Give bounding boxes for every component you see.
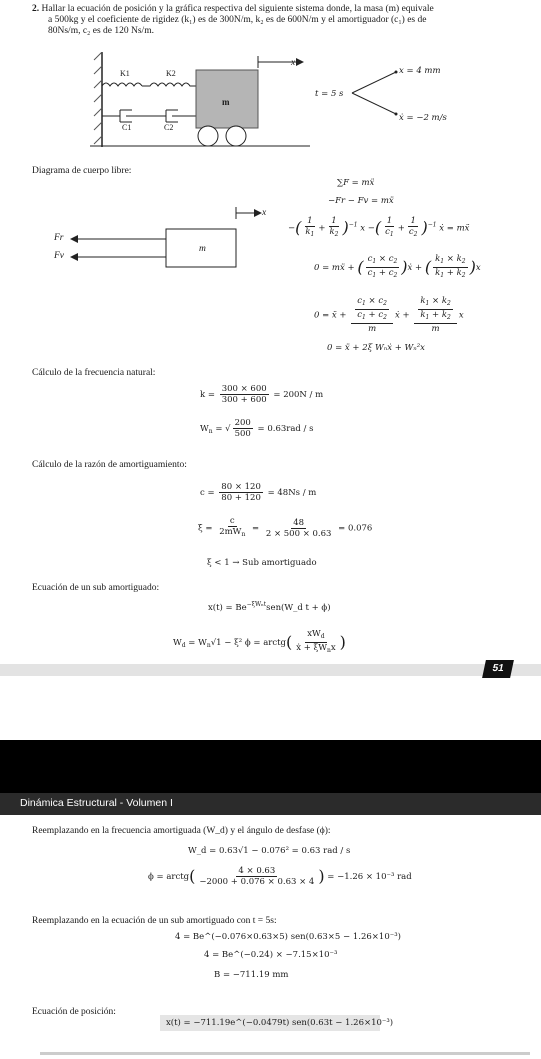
page-number: 51 bbox=[482, 660, 514, 678]
k-denominator: 300 + 600 bbox=[221, 395, 267, 405]
problem-number: 2. bbox=[32, 4, 40, 14]
substitution-2: 4 = Be^(−0.24) × −7.15×10⁻³ bbox=[204, 950, 338, 960]
eq-standard-form: 0 = ẍ + 2ξ Wₙẋ + Wₙ²x bbox=[327, 343, 425, 353]
wd-calc: W_d = 0.63√1 − 0.076² = 0.63 rad / s bbox=[188, 846, 351, 856]
fv-label: Fv bbox=[54, 251, 65, 261]
conditions-bracket bbox=[350, 68, 400, 118]
c2-label: C2 bbox=[164, 123, 174, 132]
subdamped-note: ξ < 1 → Sub amortiguado bbox=[207, 558, 317, 568]
c-result: = 48Ns / m bbox=[267, 488, 317, 498]
natural-frequency-calc: $W_n$ = √ $\frac{200}{500}$ = 0.63rad / s bbox=[200, 418, 314, 439]
damping-ratio-calc: ξ = $\frac{c}{2mW_n}$ = $\frac{48}{2 \times 500 \times 0.63}$ = 0.076 bbox=[198, 516, 373, 539]
k-result: = 200N / m bbox=[273, 390, 324, 400]
phase-calc: ϕ = arctg( $\frac{4 \times 0.63}{-2000 + 0.076 \times 0.63 \times 4}$ ) = −1.26 × 10⁻³ rad bbox=[148, 866, 412, 887]
fbd-title: Diagrama de cuerpo libre: bbox=[32, 166, 132, 176]
stiffness-calc: k = $\frac{300 \times 600}{300 + 600}$ = 200N / m bbox=[200, 384, 324, 405]
eq-normalized: 0 = ẍ + $\frac{\frac{c_1 \times c_2}{c_1 + c_2}}{m}$ ẋ + $\frac{\frac{k_1 \times k_2}{k_1 + k_2}}{m}$ x bbox=[314, 296, 464, 334]
x-axis-label: x bbox=[291, 58, 296, 68]
fbd-mass-label: m bbox=[199, 244, 206, 254]
k1-label: K1 bbox=[120, 69, 130, 78]
natural-frequency-title: Cálculo de la frecuencia natural: bbox=[32, 368, 156, 378]
phase-result: = −1.26 × 10⁻³ rad bbox=[327, 872, 412, 882]
page-separator bbox=[0, 740, 541, 800]
damped-frequency-phase: $W_d = W_n√1 - \xi^2$ ϕ = arctg( $\frac{xW_d}{ẋ + \xi W_nx}$ ) bbox=[173, 629, 346, 654]
eq-series-combination: −( $\frac{1}{k_1}$ + $\frac{1}{k_2}$ )$^{-1}$ x −( $\frac{1}{c_1}$ + $\frac{1}{c_2}$ )$^{-1}$ ẋ = mẍ bbox=[288, 216, 470, 238]
xi-result: = 0.076 bbox=[338, 523, 373, 534]
k-numerator: 300 × 600 bbox=[221, 384, 267, 394]
time-condition: t = 5 s bbox=[315, 89, 344, 99]
fbd-x-label: x bbox=[262, 208, 267, 218]
subdamped-equation bbox=[208, 600, 331, 613]
c-numerator: 80 × 120 bbox=[221, 482, 261, 492]
eq-forces: −Fr − Fv = mẍ bbox=[328, 196, 394, 206]
c1-label: C1 bbox=[122, 123, 132, 132]
subdamped-title: Ecuación de un sub amortiguado: bbox=[32, 583, 160, 593]
replacement-title-1: Reemplazando en la frecuencia amortiguada (W_d) y el ángulo de desfase (ϕ): bbox=[32, 826, 331, 836]
fr-label: Fr bbox=[54, 233, 64, 243]
position-equation-title: Ecuación de posición: bbox=[32, 1007, 116, 1017]
chapter-header bbox=[0, 793, 541, 815]
final-equation: x(t) = −711.19e^(−0.0479t) sen(0.63t − 1.26×10⁻³) bbox=[166, 1018, 394, 1028]
eq-sum-forces: ∑F = mẍ bbox=[337, 178, 375, 188]
k2-label: K2 bbox=[166, 69, 176, 78]
position-condition: x = 4 mm bbox=[399, 66, 441, 76]
eq-rearranged: 0 = mẍ + ( $\frac{c_1 \times c_2}{c_1 + c_2}$ )ẋ + ( $\frac{k_1 \times k_2}{k_1 + k_2}$ )x bbox=[314, 254, 481, 279]
mass-label: m bbox=[222, 97, 230, 107]
xt-exponent: −ξWₙt bbox=[246, 601, 267, 608]
chapter-header-text: Dinámica Estructural - Volumen I bbox=[20, 797, 173, 809]
problem-line3: 80Ns/m, c₂ es de 120 Ns/m. bbox=[48, 26, 154, 36]
free-body-diagram bbox=[58, 205, 278, 275]
damping-calc: c = $\frac{80 \times 120}{80 + 120}$ = 48Ns / m bbox=[200, 482, 317, 503]
damping-ratio-title: Cálculo de la razón de amortiguamiento: bbox=[32, 460, 187, 470]
footer-line bbox=[40, 1052, 530, 1055]
problem-line1: Hallar la ecuación de posición y la gráfica respectiva del siguiente sistema donde, la masa (m) equivale bbox=[41, 4, 434, 14]
b-result: B = −711.19 mm bbox=[214, 970, 289, 980]
c-denominator: 80 + 120 bbox=[221, 493, 261, 503]
w-result: = 0.63rad / s bbox=[257, 424, 314, 434]
xt-base: x(t) = Be bbox=[208, 603, 247, 613]
replacement-title-2: Reemplazando en la ecuación de un sub amortiguado con t = 5s: bbox=[32, 916, 277, 926]
problem-line2: a 500kg y el coeficiente de rigidez (k₁) es de 300N/m, k₂ es de 600N/m y el amortiguador (c₁) es de bbox=[48, 15, 427, 25]
xt-tail: sen(W_d t + ϕ) bbox=[266, 603, 331, 613]
substitution-1: 4 = Be^(−0.076×0.63×5) sen(0.63×5 − 1.26×10⁻³) bbox=[175, 932, 401, 942]
velocity-condition: ẋ = −2 m/s bbox=[399, 113, 447, 123]
problem-text bbox=[32, 4, 434, 15]
page-footer-bar bbox=[0, 664, 541, 676]
